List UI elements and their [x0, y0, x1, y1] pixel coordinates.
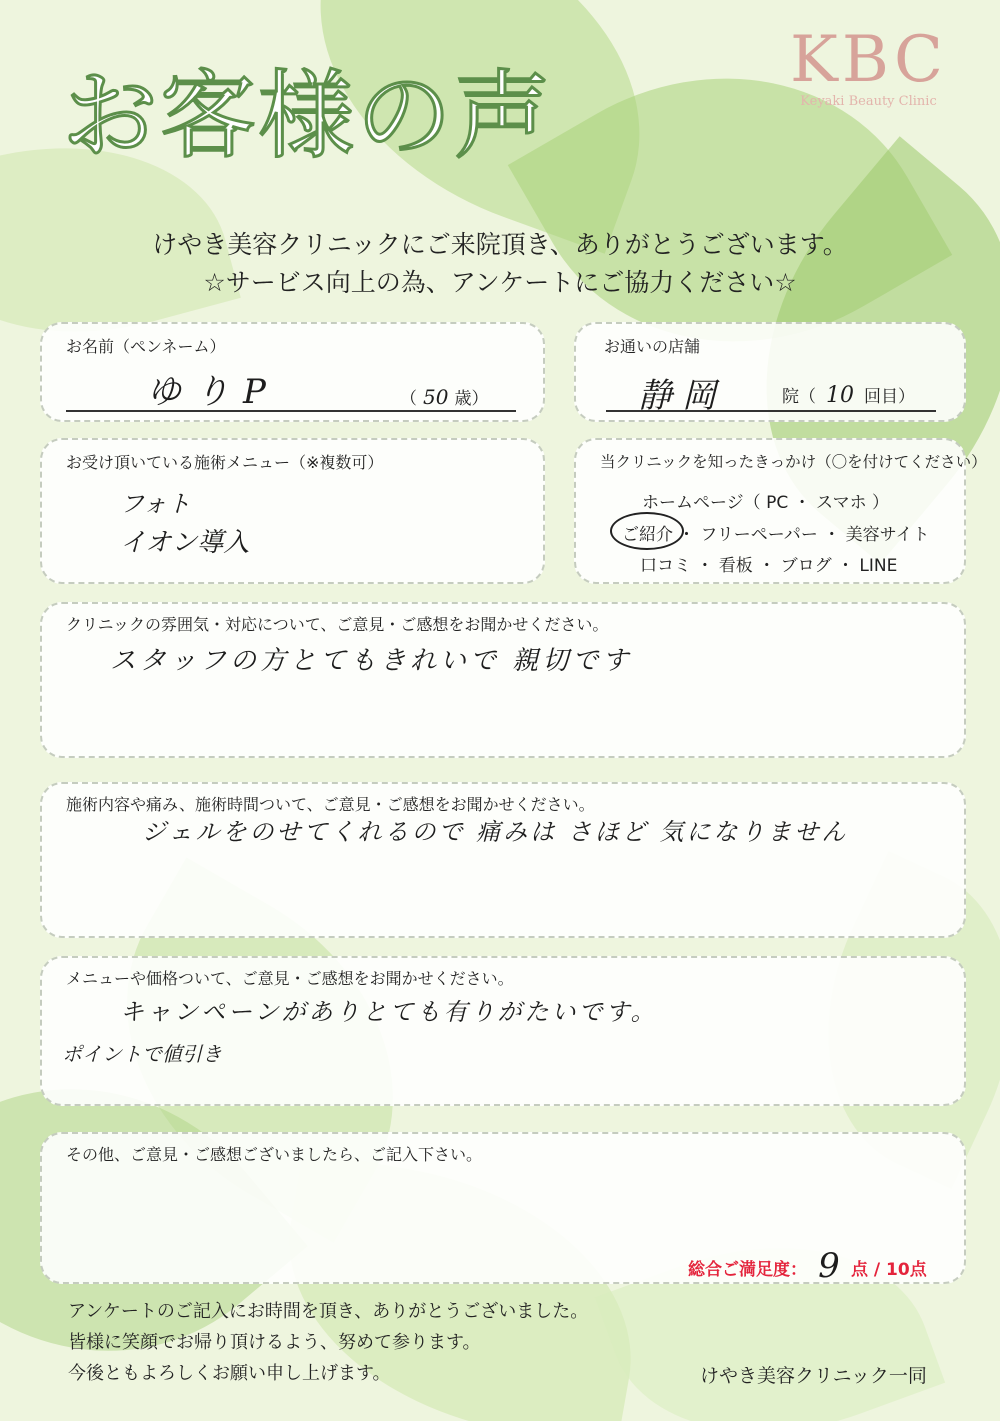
source-option-freepaper[interactable]: ・ フリーペーパー ・ 美容サイト [678, 525, 930, 545]
source-box [574, 438, 987, 584]
intro-line-2: ☆サービス向上の為、アンケートにご協力ください☆ [203, 268, 797, 297]
count-suffix: 回目） [864, 387, 915, 407]
referral-circle-mark [610, 512, 684, 550]
satisfaction-score [688, 1244, 927, 1284]
source-label: 当クリニックを知ったきっかけ（〇を付けてください） [600, 453, 987, 471]
other-label: その他、ご意見・ご感想ございましたら、ご記入下さい。 [66, 1145, 483, 1164]
visit-count: 10 [826, 383, 854, 408]
age-value: 50 [423, 385, 449, 409]
name-label: お名前（ペンネーム） [66, 337, 226, 356]
age-suffix: 歳） [454, 389, 489, 409]
name-value[interactable]: ゆりP [147, 372, 280, 412]
source-option-referral[interactable]: ご紹介 [622, 525, 673, 545]
closing-line-3: 今後ともよろしくお願い申し上げます。 [68, 1363, 391, 1384]
name-box [40, 322, 545, 422]
menu-box [40, 438, 545, 584]
atmosphere-label: クリニックの雰囲気・対応について、ご意見・ご感想をお聞かせください。 [66, 615, 609, 634]
atmosphere-box [40, 602, 966, 758]
source-option-homepage[interactable]: ホームページ（ PC ・ スマホ ） [642, 493, 890, 513]
intro-line-1: けやき美容クリニックにご来院頂き、ありがとうございます。 [152, 230, 848, 259]
clinic-box [574, 322, 966, 422]
visit-count-field[interactable] [782, 382, 915, 408]
score-suffix: 点 / 10点 [851, 1260, 927, 1280]
clinic-underline [606, 410, 936, 412]
clinic-value[interactable]: 静岡 [638, 376, 726, 416]
score-label: 総合ご満足度： [688, 1260, 807, 1280]
clinic-signature: けやき美容クリニック一同 [700, 1365, 927, 1387]
treatment-box [40, 782, 966, 938]
menu-line-1[interactable]: フォト [120, 490, 191, 518]
age-open: （ [400, 389, 417, 409]
closing-line-1: アンケートのご記入にお時間を頂き、ありがとうございました。 [68, 1301, 589, 1322]
price-box [40, 956, 966, 1106]
clinic-logo [790, 23, 947, 109]
closing-message [68, 1296, 588, 1389]
clinic-label: お通いの店舗 [604, 337, 701, 356]
source-option-wordofmouth[interactable]: 口コミ ・ 看板 ・ ブログ ・ LINE [640, 556, 898, 576]
in-label: 院（ [782, 387, 816, 407]
closing-line-2: 皆様に笑顔でお帰り頂けるよう、努めて参ります。 [68, 1332, 481, 1353]
score-value[interactable]: 9 [818, 1246, 840, 1286]
treatment-answer[interactable]: ジェルをのせてくれるので 痛みは さほど 気になりません [142, 818, 849, 846]
page-title: お客様の声 [62, 60, 552, 172]
price-label: メニューや価格ついて、ご意見・ご感想をお聞かせください。 [66, 969, 514, 988]
price-answer-line-1[interactable]: キャンペーンがありとても有りがたいです。 [120, 998, 658, 1026]
logo-mark: KBC [790, 23, 947, 97]
menu-line-2[interactable]: イオン導入 [120, 528, 250, 558]
menu-label: お受け頂いている施術メニュー（※複数可） [66, 453, 384, 472]
age-field[interactable] [400, 384, 488, 409]
treatment-label: 施術内容や痛み、施術時間ついて、ご意見・ご感想をお聞かせください。 [66, 795, 595, 814]
name-underline [66, 410, 516, 412]
atmosphere-answer[interactable]: スタッフの方とてもきれいで 親切です [110, 646, 633, 676]
intro-text [0, 226, 1000, 302]
price-answer-line-2[interactable]: ポイントで値引き [62, 1042, 222, 1066]
logo-subtitle: Keyaki Beauty Clinic [800, 94, 937, 109]
